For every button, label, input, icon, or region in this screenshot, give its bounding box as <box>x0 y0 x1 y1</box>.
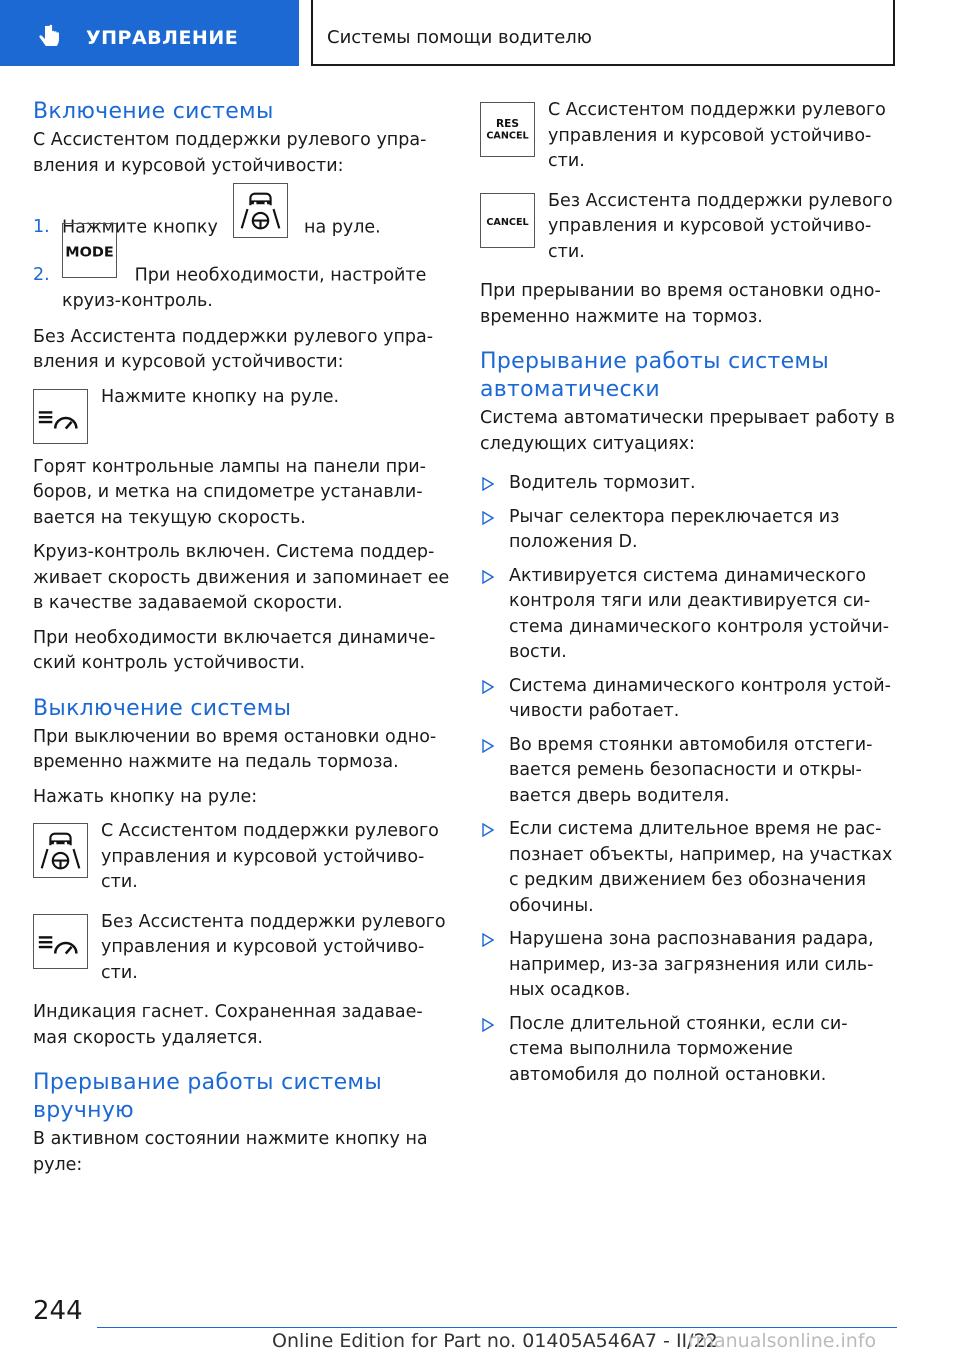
cruise-control-button-icon <box>33 914 88 969</box>
step-1-number: 1. <box>33 217 50 237</box>
cruise-button-row <box>33 385 451 441</box>
hand-pointer-icon <box>36 22 66 52</box>
list-item: Водитель тормозит. <box>480 471 900 497</box>
steering-assist-button-icon <box>233 183 288 238</box>
footer-watermark: rmanualsonline.info <box>688 1330 877 1352</box>
list-item: Во время стоянки автомобиля отстеги-вается ремень безопасности и откры-вается дверь водителя. <box>480 733 900 810</box>
step-1-text-post: на руле. <box>304 217 381 238</box>
triangle-bullet-icon <box>482 477 494 491</box>
heading-switch-off: Выключение системы <box>33 695 292 721</box>
paragraph-brake: При прерывании во время остановки одно-временно нажмите на тормоз. <box>480 281 881 327</box>
cancel-without-assist-text: Без Ассистента поддержки рулевого управления и курсовой устойчиво-сти. <box>548 190 893 262</box>
list-item: Активируется система динамического контроля тяги или деактивируется си-стема динамического контроля устойчи-вости. <box>480 564 900 666</box>
list-item: Рычаг селектора переключается из положения D. <box>480 505 900 556</box>
triangle-bullet-icon <box>482 570 494 584</box>
cancel-row <box>480 189 900 266</box>
heading-manual-interrupt: Прерывание работы системы вручную <box>33 1070 382 1123</box>
triangle-bullet-icon <box>482 739 494 753</box>
res-with-assist-text: С Ассистентом поддержки рулевого управления и курсовой устойчиво-сти. <box>548 100 886 171</box>
without-assist-press-text: Нажмите кнопку на руле. <box>101 386 340 407</box>
res-cancel-button-icon <box>480 102 535 157</box>
step-2 <box>33 244 451 315</box>
off-with-assist-text: С Ассистентом поддержки рулевого управления и курсовой устойчиво-сти. <box>101 821 439 892</box>
off-with-assist-row <box>33 819 451 896</box>
section-tab[interactable] <box>0 0 299 66</box>
cruise-control-button-icon <box>33 389 88 444</box>
chapter-title: Системы помощи водителю <box>327 27 592 48</box>
off-without-assist-text: Без Ассистента поддержки рулевого управления и курсовой устойчиво-сти. <box>101 911 446 983</box>
triangle-bullet-icon <box>482 1018 494 1032</box>
triangle-bullet-icon <box>482 933 494 947</box>
auto-interrupt-intro: Система автоматически прерывает работу в следующих ситуациях: <box>480 408 895 454</box>
page-header <box>0 0 960 66</box>
triangle-bullet-icon <box>482 680 494 694</box>
switch-off-paragraph-2: Нажать кнопку на руле: <box>33 786 258 807</box>
triangle-bullet-icon <box>482 511 494 525</box>
heading-switch-on: Включение системы <box>33 99 274 124</box>
heading-auto-interrupt: Прерывание работы системы автоматически <box>480 349 829 402</box>
list-item: Если система длительное время не рас-познает объекты, например, на участках с редким движением без обозначения обочины. <box>480 817 900 919</box>
chapter-tab[interactable] <box>311 0 895 66</box>
section-title: УПРАВЛЕНИЕ <box>86 27 239 49</box>
svg-text:CANCEL: CANCEL <box>486 216 529 228</box>
paragraph-lamps: Горят контрольные лампы на панели при-боров, и метка на спидометре устанавли-вается на текущую скорость. <box>33 456 426 528</box>
left-column <box>33 98 451 1187</box>
svg-text:MODE: MODE <box>65 244 114 261</box>
switch-off-paragraph-3: Индикация гаснет. Сохраненная задавае-мая скорость удаляется. <box>33 1002 423 1048</box>
svg-text:RES: RES <box>495 118 520 131</box>
footer-edition: Online Edition for Part no. 01405A546A7 - II/22 <box>272 1330 718 1352</box>
off-without-assist-row <box>33 910 451 987</box>
step-1-text-pre: Нажмите кнопку <box>62 217 218 238</box>
switch-off-paragraph-1: При выключении во время остановки одно-временно нажмите на педаль тормоза. <box>33 726 437 772</box>
right-column <box>480 98 900 1096</box>
steering-assist-button-icon <box>33 823 88 878</box>
list-item: Нарушена зона распознавания радара, например, из-за загрязнения или силь-ных осадков. <box>480 927 900 1004</box>
list-item: Система динамического контроля устой-чивости работает. <box>480 674 900 725</box>
triangle-bullet-icon <box>482 823 494 837</box>
paragraph-cruise-on: Круиз-контроль включен. Система поддер-живает скорость движения и запоминает ее в качестве задаваемой скорости. <box>33 542 450 613</box>
svg-text:CANCEL: CANCEL <box>486 130 529 142</box>
step-2-number: 2. <box>33 265 50 285</box>
step-2-text: При необходимости, настройте круиз-контроль. <box>62 265 427 311</box>
manual-interrupt-paragraph: В активном состоянии нажмите кнопку на руле: <box>33 1129 428 1175</box>
without-assist-intro: Без Ассистента поддержки рулевого упра-вления и курсовой устойчивости: <box>33 326 434 372</box>
list-item: После длительной стоянки, если си-стема выполнила торможение автомобиля до полной остановки. <box>480 1012 900 1089</box>
cancel-button-icon <box>480 193 535 248</box>
paragraph-dsc: При необходимости включается динамиче-ский контроль устойчивости. <box>33 627 436 673</box>
res-cancel-row <box>480 98 900 175</box>
page-number: 244 <box>33 1296 83 1326</box>
auto-interrupt-list <box>480 471 900 1088</box>
mode-button-icon <box>62 223 117 278</box>
switch-on-intro: С Ассистентом поддержки рулевого упра-вления и курсовой устойчивости: <box>33 130 427 176</box>
